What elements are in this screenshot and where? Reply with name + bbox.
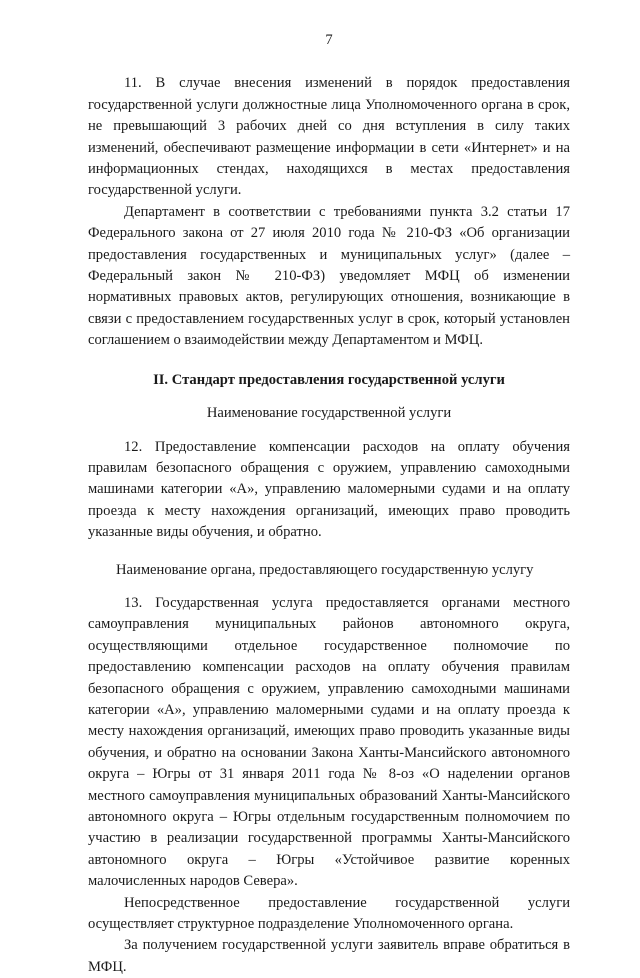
paragraph-department-notice: Департамент в соответствии с требованиями пункта 3.2 статьи 17 Федерального закона от 27 июля 2010 года № 210-ФЗ «Об организации предоставления государственных и муниципальных услуг» (далее – Федеральный закон № 210-ФЗ) уведомляет МФЦ об изменении нормативных правовых актов, регулирующих отношения, возникающие в связи с предоставлением государственных услуг в срок, который установлен соглашением о взаимодействии между Департаментом и МФЦ.: [88, 203, 570, 349]
paragraph-direct-provision: Непосредственное предоставление государственной услуги осуществляет структурное подразделение Уполномоченного органа.: [88, 894, 570, 933]
subheading-providing-organ: Наименование органа, предоставляющего государственную услугу: [116, 561, 534, 578]
paragraph-mfc: За получением государственной услуги заявитель вправе обратиться в МФЦ.: [88, 937, 570, 975]
paragraph-13: 13. Государственная услуга предоставляется органами местного самоуправления муниципальных районов автономного округа, осуществляющими отдельное государственное полномочие по предоставлению компенсации расходов на оплату обучения правилам безопасного обращения с оружием, управлению самоходными машинами категории «А», управлению маломерными судами и на оплату проезда к месту нахождения организаций, имеющих право проводить указанные виды обучения, и обратно на основании Закона Ханты-Мансийского автономного округа – Югры от 31 января 2011 года № 8-оз «О наделении органов местного самоуправления муниципальных образований Ханты-Мансийского автономного округа – Югры отдельным государственным полномочием по участию в реализации государственной программы Ханты-Мансийского автономного округа – Югры «Устойчивое развитие коренных малочисленных народов Севера».: [88, 594, 570, 890]
spacer: [88, 544, 570, 554]
document-page: [88, 30, 570, 978]
section-heading: II. Стандарт предоставления государственной услуги: [153, 371, 505, 388]
paragraph-11: 11. В случае внесения изменений в порядок предоставления государственной услуги должностные лица Уполномоченного органа в срок, не превышающий 3 рабочих дней со дня вступления в силу таких изменений, обеспечивают размещение информации в сети «Интернет» и на информационных стендах, находящихся в местах предоставления государственной услуги.: [88, 75, 570, 199]
paragraph-12: 12. Предоставление компенсации расходов на оплату обучения правилам безопасного обращения с оружием, управлению самоходными машинами категории «А», управлению маломерными судами и на оплату проезда к месту нахождения организаций, имеющих право проводить указанные виды обучения, и обратно.: [88, 438, 570, 541]
page-number: 7: [325, 32, 333, 48]
subheading-service-name: Наименование государственной услуги: [206, 405, 452, 422]
